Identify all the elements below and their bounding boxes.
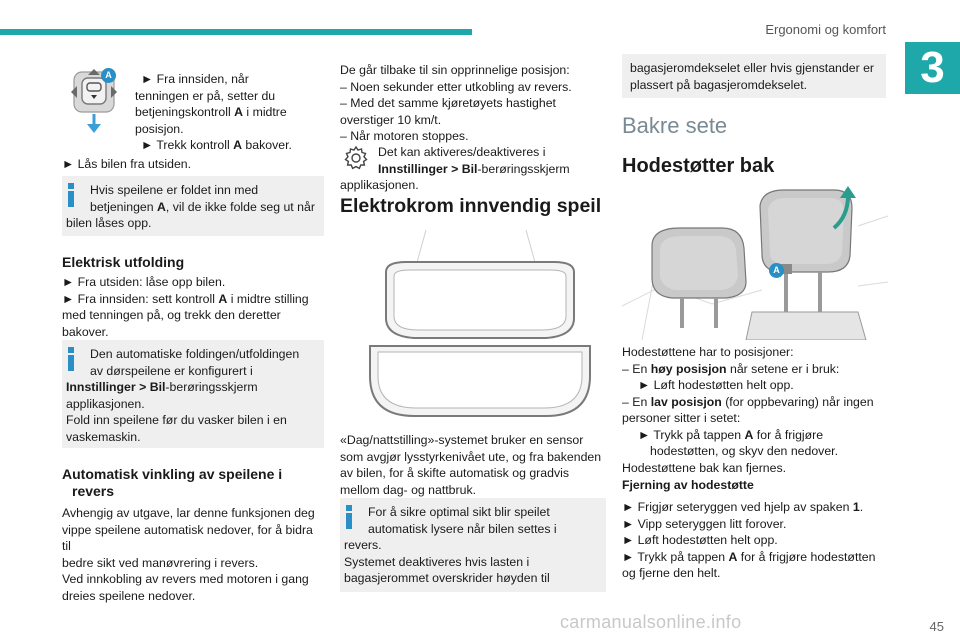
heading-bakre-sete: Bakre sete [622, 113, 728, 138]
fjerning-text: ► Frigjør seteryggen ved hjelp av spaken 1. ► Vipp seteryggen litt forover. ► Løft hodestøtten helt opp. ► Trykk på tappen A for å frigjøre hodestøtten og fjerne den helt. [622, 500, 876, 580]
page-number: 45 [929, 619, 944, 634]
revert-text: De går tilbake til sin opprinnelige posisjon: – Noen sekunder etter utkobling av revers. – Med det samme kjøretøyets hastighet overstiger 10 km/t. – Når motoren stoppes. [340, 63, 572, 143]
lock-instruction: ► Lås bilen fra utsiden. [62, 157, 192, 171]
callout-a-badge: A [101, 68, 116, 83]
watermark: carmanualsonline.info [560, 612, 742, 632]
info-note-3-continued: bagasjeromdekselet eller hvis gjenstander er plassert på bagasjeromdekselet. [622, 54, 886, 98]
elektrisk-text: ► Fra utsiden: låse opp bilen. ► Fra innsiden: sett kontroll A i midtre stilling med tenningen på, og trekk den deretter bakover. [62, 275, 309, 339]
heading-fjerning: Fjerning av hodestøtte [622, 478, 754, 492]
gear-note-cont: applikasjonen. [340, 178, 419, 192]
info-note-3: For å sikre optimal sikt blir speilet automatisk lysere når bilen settes i revers. Systemet deaktiveres hvis lasten i bagasjerommet overskrider høyden til [340, 498, 606, 592]
info-note-2: Den automatiske foldingen/utfoldingen av dørspeilene er konfigurert i Innstillinger > Bil-berøringsskjerm applikasjonen. Fold inn speilene før du vasker bilen i en vaskemaskin. [62, 340, 324, 448]
info-icon [344, 505, 354, 529]
hodestotter-text: Hodestøttene har to posisjoner: – En høy posisjon når setene er i bruk: ► Løft hodestøtten helt opp. – En lav posisjon (for oppbevaring) når ingen personer sitter i setet: ► Trykk på tappen A for å frigjøre hodestøtten, og skyv den nedover. Hodestøttene bak kan fjernes. [622, 345, 874, 475]
chapter-title: Ergonomi og komfort [765, 22, 886, 37]
heading-elektrisk-utfolding: Elektrisk utfolding [62, 254, 185, 270]
info-icon [66, 183, 76, 207]
gear-icon [342, 144, 370, 172]
gear-note: Det kan aktiveres/deaktiveres i Innstillinger > Bil-berøringsskjerm [378, 145, 570, 176]
intro-instructions: ► Fra innsiden, når tenningen er på, setter du betjeningskontroll A i midtre posisjon. ► Trekk kontroll A bakover. [135, 72, 292, 152]
automatisk-text: Avhengig av utgave, lar denne funksjonen deg vippe speilene automatisk nedover, for å bidra til bedre sikt ved manøvrering i revers. Ved innkobling av revers med motoren i gang dreies speilene nedover. [62, 506, 315, 603]
headrest-illustration [622, 186, 888, 340]
info-note-1: Hvis speilene er foldet inn med betjeningen A, vil de ikke folde seg ut når bilen låses opp. [62, 176, 324, 236]
heading-elektrokrom: Elektrokrom innvendig speil [340, 195, 602, 217]
chapter-number-tab: 3 [905, 42, 960, 94]
header-accent-bar [0, 29, 472, 35]
heading-hodestotter-bak: Hodestøtter bak [622, 155, 775, 177]
callout-a-badge: A [769, 263, 784, 278]
elektrokrom-desc: «Dag/nattstilling»-systemet bruker en sensor som avgjør lysstyrkenivået ute, og fra bakenden av bilen, for å skifte automatisk og gradvis mellom dag- og nattbruk. [340, 433, 602, 497]
heading-automatisk-vinkling: Automatisk vinkling av speilene i revers [62, 466, 283, 499]
rearview-mirror-illustration [366, 226, 594, 422]
info-icon [66, 347, 76, 371]
